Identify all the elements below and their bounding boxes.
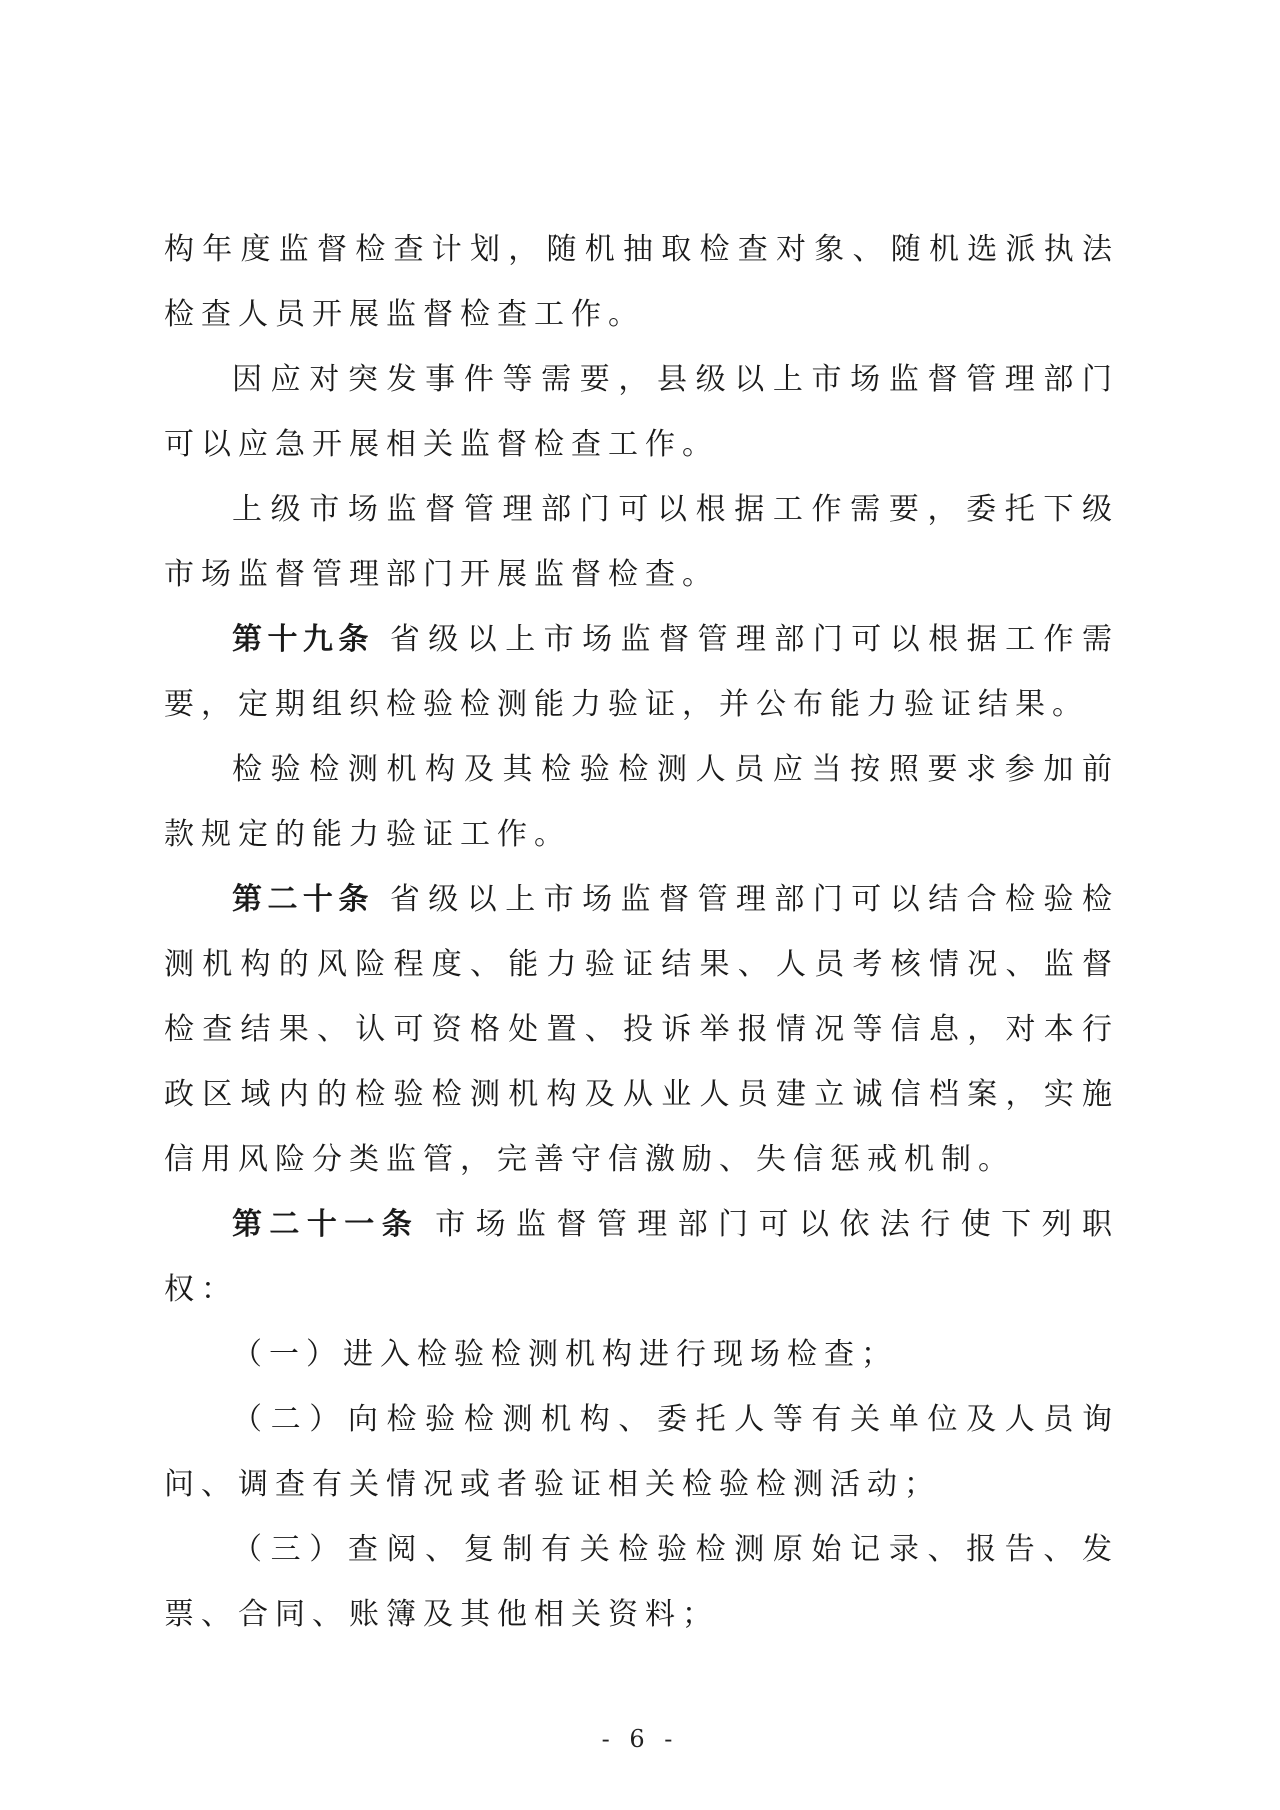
list-item-text: （三）查阅、复制有关检验检测原始记录、报告、发票、合同、账簿及其他相关资料；	[164, 1532, 1119, 1632]
paragraph-text: 市场监督管理部门可以依法行使下列职权：	[164, 1207, 1120, 1307]
article-heading: 第十九条	[232, 622, 374, 657]
document-body	[164, 217, 1119, 1647]
article-paragraph	[164, 1192, 1119, 1322]
list-item	[164, 1322, 1119, 1387]
article-paragraph	[164, 607, 1119, 737]
paragraph-text: 检验检测机构及其检验检测人员应当按照要求参加前款规定的能力验证工作。	[164, 752, 1119, 852]
paragraph-text: 省级以上市场监督管理部门可以结合检验检测机构的风险程度、能力验证结果、人员考核情况、监督检查结果、认可资格处置、投诉举报情况等信息，对本行政区域内的检验检测机构及从业人员建立诚信档案，实施信用风险分类监管，完善守信激励、失信惩戒机制。	[164, 882, 1120, 1177]
list-item	[164, 1387, 1119, 1517]
paragraph	[164, 737, 1119, 867]
paragraph	[164, 217, 1119, 347]
list-item	[164, 1517, 1119, 1647]
page-number: - 6 -	[601, 1725, 679, 1753]
article-paragraph	[164, 867, 1119, 1192]
list-item-text: （一）进入检验检测机构进行现场检查；	[232, 1337, 898, 1372]
paragraph-text: 省级以上市场监督管理部门可以根据工作需要，定期组织检验检测能力验证，并公布能力验证结果。	[164, 622, 1120, 722]
paragraph	[164, 477, 1119, 607]
paragraph-text: 因应对突发事件等需要，县级以上市场监督管理部门可以应急开展相关监督检查工作。	[164, 362, 1119, 462]
article-heading: 第二十条	[232, 882, 374, 917]
paragraph	[164, 347, 1119, 477]
article-heading: 第二十一条	[232, 1207, 420, 1242]
paragraph-text: 上级市场监督管理部门可以根据工作需要，委托下级市场监督管理部门开展监督检查。	[164, 492, 1119, 592]
paragraph-text: 构年度监督检查计划，随机抽取检查对象、随机选派执法检查人员开展监督检查工作。	[164, 232, 1119, 332]
list-item-text: （二）向检验检测机构、委托人等有关单位及人员询问、调查有关情况或者验证相关检验检测活动；	[164, 1402, 1119, 1502]
